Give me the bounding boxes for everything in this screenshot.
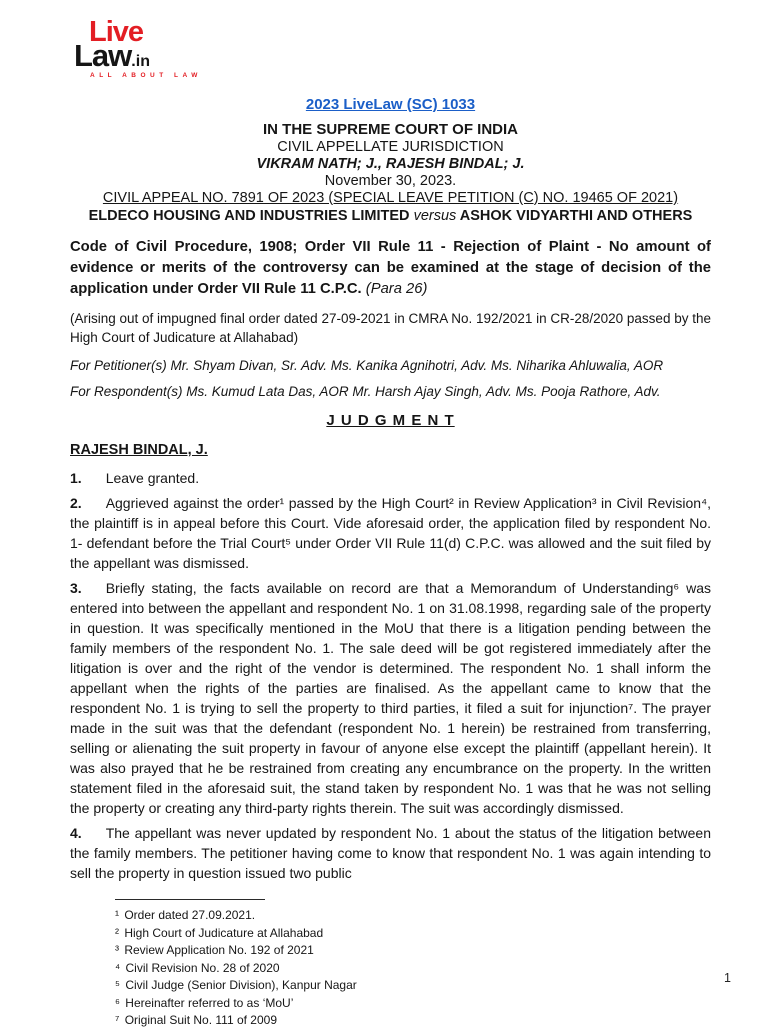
logo-tld-text: .in	[131, 53, 150, 70]
headnote	[70, 237, 711, 300]
footnote-4	[115, 960, 711, 978]
respondent-name: ASHOK VIDYARTHI AND OTHERS	[459, 208, 693, 224]
footnote-text: Original Suit No. 111 of 2009	[124, 1013, 278, 1027]
petitioner-counsel: For Petitioner(s) Mr. Shyam Divan, Sr. Adv. Ms. Kanika Agnihotri, Adv. Ms. Niharika Ahluwalia, AOR	[70, 358, 664, 373]
respondent-counsel: For Respondent(s) Ms. Kumud Lata Das, AOR Mr. Harsh Ajay Singh, Adv. Ms. Pooja Rathore, Adv.	[70, 384, 661, 399]
footnote-1	[115, 907, 711, 925]
logo-live-text: Live	[89, 16, 144, 48]
logo-tagline: ALL ABOUT LAW	[90, 72, 202, 79]
paragraph-text: Leave granted.	[105, 470, 200, 486]
footnote-separator	[115, 899, 265, 900]
headnote-para-ref: (Para 26)	[365, 281, 428, 297]
footnote-text: Hereinafter referred to as ‘MoU’	[125, 995, 294, 1010]
appellant-name: ELDECO HOUSING AND INDUSTRIES LIMITED	[88, 208, 410, 224]
headnote-text: Code of Civil Procedure, 1908; Order VII Rule 11 - Rejection of Plaint - No amount of evidence or merits of the controversy can be examined at the stage of decision of the application under Order VII Rule 11 C.P.C.	[70, 239, 711, 297]
case-number: CIVIL APPEAL NO. 7891 OF 2023 (SPECIAL LEAVE PETITION (C) NO. 19465 OF 2021)	[102, 190, 679, 206]
citation-link[interactable]: 2023 LiveLaw (SC) 1033	[305, 96, 476, 113]
footnote-2	[115, 925, 711, 943]
jurisdiction-line: CIVIL APPELLATE JURISDICTION	[277, 139, 504, 155]
footnote-marker: ⁶	[115, 995, 120, 1010]
footnote-marker: ¹	[115, 908, 119, 922]
footnote-text: Civil Revision No. 28 of 2020	[125, 960, 280, 975]
judgment-paragraph-4	[70, 823, 711, 883]
logo-law-word: Law	[74, 38, 132, 73]
judgment-author: RAJESH BINDAL, J.	[70, 442, 208, 458]
paragraph-number: 1.	[70, 470, 82, 486]
footnote-marker: ⁷	[115, 1013, 120, 1027]
footnote-marker: ⁴	[115, 960, 121, 975]
paragraph-number: 4.	[70, 825, 82, 841]
court-name: IN THE SUPREME COURT OF INDIA	[262, 121, 518, 138]
footnote-text: High Court of Judicature at Allahabad	[124, 925, 324, 940]
paragraph-text: Aggrieved against the order¹ passed by the High Court² in Review Application³ in Civil Revision⁴, the plaintiff is in appeal before this Court. Vide aforesaid order, the application filed by respondent No. 1- defendant before the Trial Court⁵ under Order VII Rule 11(d) C.P.C. was allowed and the suit filed by the appellant was dismissed.	[70, 495, 711, 571]
judgment-paragraph-3	[70, 578, 711, 818]
logo-law-text	[74, 40, 202, 71]
parties-line	[70, 208, 711, 224]
arising-out-of: (Arising out of impugned final order dated 27-09-2021 in CMRA No. 192/2021 in CR-28/2020 passed by the High Court of Judicature at Allahabad)	[70, 311, 711, 345]
livelaw-logo	[74, 18, 202, 80]
paragraph-number: 2.	[70, 495, 82, 511]
judgment-paragraph-1	[70, 468, 711, 488]
page-number: 1	[724, 971, 731, 985]
footnote-text: Order dated 27.09.2021.	[124, 908, 256, 922]
judgment-title: J U D G M E N T	[326, 412, 455, 429]
footnote-text: Civil Judge (Senior Division), Kanpur Nagar	[125, 978, 357, 992]
bench-judges: VIKRAM NATH; J., RAJESH BINDAL; J.	[256, 156, 525, 172]
footnote-marker: ³	[115, 943, 119, 957]
footnote-3	[115, 942, 711, 960]
paragraph-text: The appellant was never updated by respondent No. 1 about the status of the litigation between the family members. The petitioner having come to know that respondent No. 1 was again intending to sell the property in question issued two public	[70, 825, 711, 881]
footnote-7	[115, 1012, 711, 1030]
paragraph-number: 3.	[70, 580, 82, 596]
footnote-marker: ⁵	[115, 978, 120, 992]
paragraph-text: Briefly stating, the facts available on record are that a Memorandum of Understanding⁶ was entered into between the appellant and respondent No. 1 on 31.08.1998, regarding sale of the property in question. It was specifically mentioned in the MoU that there is a litigation pending between the family members of the respondent No. 1. The sale deed will be got registered immediately after the litigation is over and the right of the vendor is determined. The respondent No. 1 shall inform the appellant when the rights of the parties are finalised. As the appellant came to know that the respondent No. 1 is trying to sell the property to third parties, it filed a suit for injunction⁷. The prayer made in the suit was that the defendant (respondent No. 1 herein) be restrained from transferring, selling or alienating the suit property in favour of anyone else except the plaintiff (appellant herein). It was also prayed that he be restrained from creating any encumbrance on the property. In the written statement filed in the aforesaid suit, the stand taken by respondent No. 1 was that he was not selling the property or creating any third-party rights therein. The suit was accordingly dismissed.	[70, 580, 711, 816]
footnote-marker: ²	[115, 925, 119, 940]
versus-label: versus	[413, 208, 457, 224]
footnotes-section	[115, 899, 711, 1030]
footnote-5	[115, 977, 711, 995]
judgment-date: November 30, 2023.	[324, 173, 457, 189]
judgment-paragraph-2	[70, 493, 711, 573]
footnote-text: Review Application No. 192 of 2021	[124, 943, 314, 957]
footnote-6	[115, 995, 711, 1013]
